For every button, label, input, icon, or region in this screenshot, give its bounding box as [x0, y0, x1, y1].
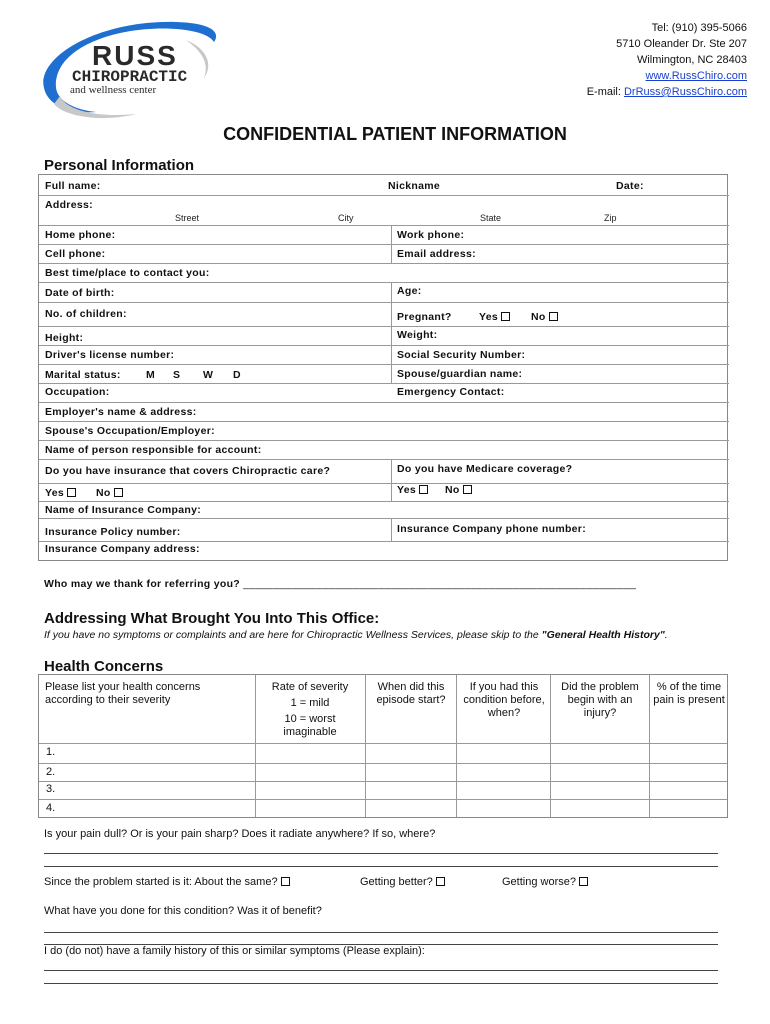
better-label: Getting better? — [360, 876, 433, 888]
pregnant-yes-option[interactable] — [479, 311, 510, 323]
email-label: E-mail: — [586, 86, 624, 98]
medicare-yes-option[interactable] — [397, 484, 428, 496]
medicare-question: Do you have Medicare coverage? — [397, 463, 573, 475]
personal-info-form — [38, 174, 728, 561]
contact-address-line2: Wilmington, NC 28403 — [636, 54, 747, 66]
checkbox-icon[interactable] — [549, 312, 558, 321]
divider — [39, 483, 729, 484]
best-time-label[interactable]: Best time/place to contact you: — [45, 267, 210, 279]
address-label[interactable]: Address: — [45, 199, 93, 211]
referral-row[interactable] — [44, 578, 636, 590]
divider — [39, 743, 727, 744]
divider — [39, 364, 729, 365]
divider — [39, 195, 729, 196]
divider — [39, 459, 729, 460]
state-caption: State — [480, 213, 502, 223]
home-phone-label[interactable]: Home phone: — [45, 229, 116, 241]
addressing-note — [44, 629, 668, 641]
insurance-company-label[interactable]: Name of Insurance Company: — [45, 504, 201, 516]
health-concerns-table — [38, 674, 728, 818]
street-caption: Street — [175, 213, 200, 223]
clinic-logo — [36, 18, 221, 124]
header-pain-percent: % of the time pain is present — [653, 681, 725, 706]
column-divider — [255, 675, 256, 817]
occupation-label[interactable]: Occupation: — [45, 386, 110, 398]
since-question — [44, 876, 290, 888]
license-label[interactable]: Driver's license number: — [45, 349, 175, 361]
divider — [39, 781, 727, 782]
full-name-label[interactable]: Full name: — [45, 180, 101, 192]
checkbox-icon[interactable] — [67, 488, 76, 497]
answer-line[interactable] — [44, 932, 718, 933]
checkbox-icon[interactable] — [463, 485, 472, 494]
cell-phone-label[interactable]: Cell phone: — [45, 248, 106, 260]
referral-label: Who may we thank for referring you? — [44, 578, 241, 590]
marital-status-label: Marital status: — [45, 369, 121, 381]
answer-line[interactable] — [44, 853, 718, 854]
column-divider — [391, 459, 392, 501]
logo-brand: RUSS — [92, 40, 178, 71]
height-label[interactable]: Height: — [45, 332, 84, 344]
divider — [39, 440, 729, 441]
age-label[interactable]: Age: — [397, 285, 422, 297]
divider — [39, 225, 729, 226]
checkbox-icon[interactable] — [281, 877, 290, 886]
logo-subtitle: CHIROPRACTIC — [72, 68, 188, 86]
divider — [39, 302, 729, 303]
since-label: Since the problem started is it: About the same? — [44, 876, 278, 888]
divider — [39, 501, 729, 502]
family-history-question: I do (do not) have a family history of this or similar symptoms (Please explain): — [44, 945, 425, 957]
header-severity — [257, 681, 363, 739]
policy-number-label[interactable]: Insurance Policy number: — [45, 526, 181, 538]
divider — [39, 345, 729, 346]
city-caption: City — [338, 213, 354, 223]
page-title: CONFIDENTIAL PATIENT INFORMATION — [223, 124, 567, 144]
children-label[interactable]: No. of children: — [45, 308, 127, 320]
employer-label[interactable]: Employer's name & address: — [45, 406, 197, 418]
spouse-occupation-label[interactable]: Spouse's Occupation/Employer: — [45, 425, 215, 437]
column-divider — [391, 282, 392, 383]
email-address-label[interactable]: Email address: — [397, 248, 476, 260]
column-divider — [649, 675, 650, 817]
contact-phone: Tel: (910) 395-5066 — [651, 22, 747, 34]
medicare-yes-label: Yes — [397, 484, 417, 496]
pregnant-yes-label: Yes — [479, 311, 499, 323]
severity-title: Rate of severity — [271, 681, 349, 693]
nickname-label[interactable]: Nickname — [388, 180, 441, 192]
treatment-question: What have you done for this condition? Was it of benefit? — [44, 905, 322, 917]
website-link[interactable]: www.RussChiro.com — [645, 70, 747, 82]
zip-caption: Zip — [604, 213, 617, 223]
severity-worst: 10 = worst imaginable — [283, 713, 337, 738]
answer-line[interactable] — [44, 866, 718, 867]
worse-label: Getting worse? — [502, 876, 576, 888]
column-divider — [550, 675, 551, 817]
contact-block — [587, 20, 747, 100]
table-row[interactable]: 3. — [46, 783, 56, 795]
divider — [39, 263, 729, 264]
general-health-history-ref: "General Health History" — [541, 629, 665, 641]
column-divider — [456, 675, 457, 817]
insurance-no-option[interactable] — [96, 487, 123, 499]
divider — [39, 541, 729, 542]
insurance-no-label: No — [96, 487, 111, 499]
health-concerns-heading: Health Concerns — [44, 658, 164, 675]
checkbox-icon[interactable] — [419, 485, 428, 494]
insurance-question: Do you have insurance that covers Chiropractic care? — [45, 465, 331, 477]
divider — [39, 383, 729, 384]
insurance-address-label[interactable]: Insurance Company address: — [45, 543, 200, 555]
pain-question: Is your pain dull? Or is your pain sharp? Does it radiate anywhere? If so, where? — [44, 828, 436, 840]
checkbox-icon[interactable] — [114, 488, 123, 497]
column-divider — [365, 675, 366, 817]
divider — [39, 421, 729, 422]
divider — [39, 244, 729, 245]
medicare-no-option[interactable] — [445, 484, 472, 496]
header-health-concerns: Please list your health concerns according to their severity — [45, 681, 201, 706]
pregnant-no-label: No — [531, 311, 546, 323]
divider — [39, 799, 727, 800]
addressing-note-end: . — [664, 629, 668, 641]
header-injury: Did the problem begin with an injury? — [561, 681, 639, 719]
column-divider — [391, 518, 392, 541]
answer-line[interactable] — [44, 983, 718, 984]
table-row[interactable]: 4. — [46, 802, 56, 814]
checkbox-icon[interactable] — [501, 312, 510, 321]
divider — [39, 402, 729, 403]
weight-label[interactable]: Weight: — [397, 329, 438, 341]
checkbox-icon[interactable] — [436, 877, 445, 886]
dob-label[interactable]: Date of birth: — [45, 287, 115, 299]
worse-option[interactable] — [502, 876, 588, 888]
severity-mild: 1 = mild — [290, 697, 330, 709]
responsible-person-label[interactable]: Name of person responsible for account: — [45, 444, 262, 456]
work-phone-label[interactable]: Work phone: — [397, 229, 465, 241]
insurance-phone-label[interactable]: Insurance Company phone number: — [397, 523, 586, 535]
divider — [39, 326, 729, 327]
referral-blank[interactable]: ________________________________________________________________ — [243, 578, 637, 590]
medicare-no-label: No — [445, 484, 460, 496]
pregnant-label: Pregnant? — [397, 311, 452, 323]
emergency-contact-label[interactable]: Emergency Contact: — [397, 386, 505, 398]
divider — [39, 518, 729, 519]
checkbox-icon[interactable] — [579, 877, 588, 886]
addressing-note-text: If you have no symptoms or complaints and are here for Chiropractic Wellness Services, please skip to the — [44, 629, 542, 641]
header-condition-before: If you had this condition before, when? — [463, 681, 545, 719]
table-row[interactable]: 1. — [46, 746, 56, 758]
addressing-heading: Addressing What Brought You Into This Office: — [44, 610, 380, 627]
table-row[interactable]: 2. — [46, 766, 56, 778]
pregnant-no-option[interactable] — [531, 311, 558, 323]
divider — [39, 282, 729, 283]
contact-address-line1: 5710 Oleander Dr. Ste 207 — [616, 38, 747, 50]
answer-line[interactable] — [44, 970, 718, 971]
spouse-name-label[interactable]: Spouse/guardian name: — [397, 368, 523, 380]
ssn-label[interactable]: Social Security Number: — [397, 349, 526, 361]
marital-option-m[interactable]: M — [146, 369, 156, 381]
email-link[interactable]: DrRuss@RussChiro.com — [623, 86, 747, 98]
insurance-yes-label: Yes — [45, 487, 65, 499]
insurance-yes-option[interactable] — [45, 487, 76, 499]
marital-option-w[interactable]: W — [203, 369, 214, 381]
header-episode-start: When did this episode start? — [376, 681, 446, 706]
better-option[interactable] — [360, 876, 445, 888]
personal-info-heading: Personal Information — [44, 157, 195, 174]
date-label[interactable]: Date: — [616, 180, 644, 192]
divider — [39, 763, 727, 764]
marital-option-s[interactable]: S — [173, 369, 181, 381]
marital-option-d[interactable]: D — [233, 369, 241, 381]
logo-tagline: and wellness center — [70, 84, 157, 96]
column-divider — [391, 225, 392, 264]
